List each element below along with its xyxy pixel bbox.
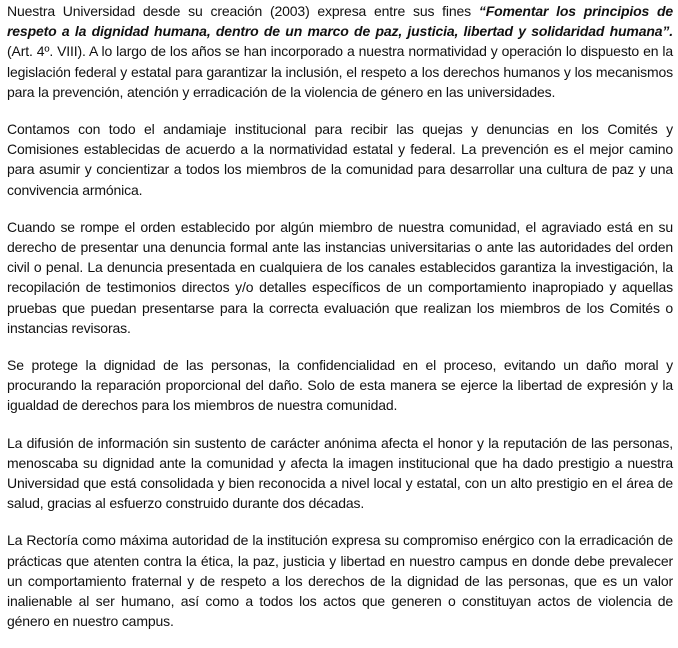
paragraph-rectory-commitment: La Rectoría como máxima autoridad de la institución expresa su compromiso enérgico con la erradicación de prácticas que atenten contra la ética, la paz, justicia y libertad en nuestro campus en donde debe prevalecer un comportamiento fraternal y de respeto a los derechos de la dignidad de las personas, que es un valor inalienable al ser humano, así como a todos los actos que generen o constituyan actos de violencia de género en nuestro campus. [7,532,673,630]
paragraph-anonymous-information: La difusión de información sin sustento de carácter anónima afecta el honor y la reputación de las personas, menoscaba su dignidad ante la comunidad y afecta la imagen institucional que ha dado prestigio a nuestra Universidad que está consolidada y bien reconocida a nivel local y estatal, con un alto prestigio en el área de salud, gracias al esfuerzo construido durante dos décadas. [7,434,673,512]
paragraph-founding-principles [7,1,673,102]
paragraph-complaint-process: Cuando se rompe el orden establecido por algún miembro de nuestra comunidad, el agraviado está en su derecho de presentar una denuncia formal ante las instancias universitarias o ante las autoridades del orden civil o penal. La denuncia presentada en cualquiera de los canales establecidos garantiza la investigación, la recopilación de testimonios directos y/o detalles específicos de un comportamiento inapropiado y aquellas pruebas que puedan presentarse para la correcta evaluación que realizan los miembros de los Comités o instancias revisoras. [7,218,673,336]
paragraph-institutional-framework: Contamos con todo el andamiaje institucional para recibir las quejas y denuncias en los Comités y Comisiones establecidas de acuerdo a la normatividad estatal y federal. La prevención es el mejor camino para asumir y concientizar a todos los miembros de la comunidad para desarrollar una cultura de paz y una convivencia armónica. [7,121,673,198]
paragraph-dignity-protection: Se protege la dignidad de las personas, la confidencialidad en el proceso, evitando un daño moral y procurando la reparación proporcional del daño. Solo de esta manera se ejerce la libertad de expresión y la igualdad de derechos para los miembros de nuestra comunidad. [7,357,673,414]
paragraph-tail-text: (Art. 4º. VIII). A lo largo de los años se han incorporado a nuestra normatividad y operación lo dispuesto en la legislación federal y estatal para garantizar la inclusión, el respeto a los derechos humanos y los mecanismos para la prevención, atención y erradicación de la violencia de género en las universidades. [7,43,673,100]
paragraph-lead-text: Nuestra Universidad desde su creación (2003) expresa entre sus fines [7,3,479,19]
document-body [7,0,673,648]
founding-principles-quote: “Fomentar los principios de respeto a la dignidad humana, dentro de un marco de paz, justicia, libertad y solidaridad humana”. [7,3,673,40]
